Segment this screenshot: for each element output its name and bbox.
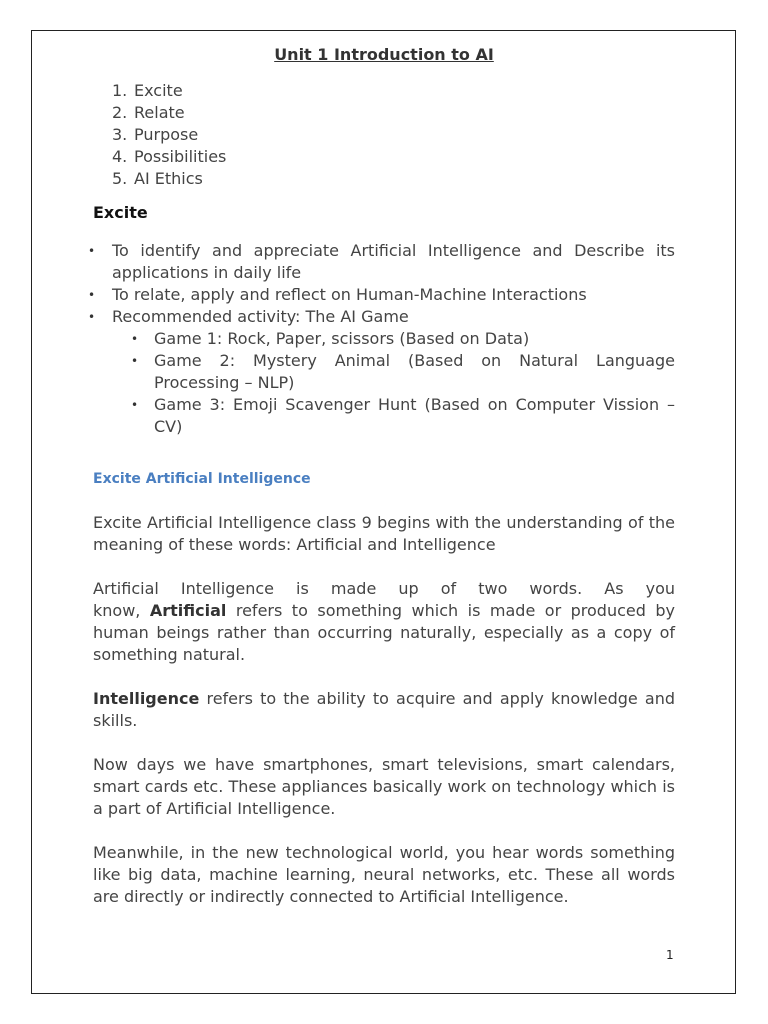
paragraph [93,688,675,732]
list-item [112,146,675,168]
bold-term: Intelligence [93,689,200,708]
page-number: 1 [666,948,674,962]
table-of-contents [93,80,675,190]
list-item-label: Recommended activity: The AI Game [112,307,409,326]
list-item: • Game 3: Emoji Scavenger Hunt (Based on Computer Vission – CV) [112,394,675,438]
list-item: • To relate, apply and reflect on Human-Machine Interactions [93,284,675,306]
paragraph: Excite Artificial Intelligence class 9 begins with the understanding of the meaning of these words: Artificial and Intelligence [93,513,675,554]
subheading: Excite Artificial Intelligence [93,471,311,487]
list-item-label: Relate [134,103,185,122]
section-heading: Excite [93,203,148,222]
document-title: Unit 1 Introduction to AI [274,45,494,64]
list-item: • Game 1: Rock, Paper, scissors (Based on Data) [112,328,675,350]
list-item [93,306,675,438]
list-item: • Game 2: Mystery Animal (Based on Natural Language Processing – NLP) [112,350,675,394]
paragraph: Meanwhile, in the new technological world, you hear words something like big data, machine learning, neural networks, etc. These all words are directly or indirectly connected to Artificial Intelligence. [93,843,675,906]
list-item: • To identify and appreciate Artificial Intelligence and Describe its applications in daily life [93,240,675,284]
bold-term: Artificial [149,601,227,620]
paragraph [93,578,675,666]
list-item [112,102,675,124]
list-item [112,124,675,146]
list-item-label: Purpose [134,125,199,144]
list-number: 5. [112,169,128,188]
list-item-label: AI Ethics [134,169,203,188]
paragraph-text: refers to something which is made or produced by human beings rather than occurring naturally, especially as a copy of something natural. [93,601,676,664]
games-list [112,328,675,438]
paragraph-text: know, [93,601,150,620]
document-body [93,44,675,908]
list-number: 2. [112,103,128,122]
list-item-label: Excite [134,81,183,100]
paragraph: Now days we have smartphones, smart televisions, smart calendars, smart cards etc. These appliances basically work on technology which is a part of Artificial Intelligence. [93,755,675,818]
list-number: 1. [112,81,128,100]
list-number: 3. [112,125,128,144]
paragraph-text: refers to the ability to acquire and apply knowledge and skills. [93,689,675,730]
list-number: 4. [112,147,128,166]
list-item-label: Possibilities [134,147,227,166]
list-item [112,168,675,190]
list-item [112,80,675,102]
objectives-list [93,240,675,438]
paragraph-line: Artificial Intelligence is made up of two words. As you [93,579,675,598]
